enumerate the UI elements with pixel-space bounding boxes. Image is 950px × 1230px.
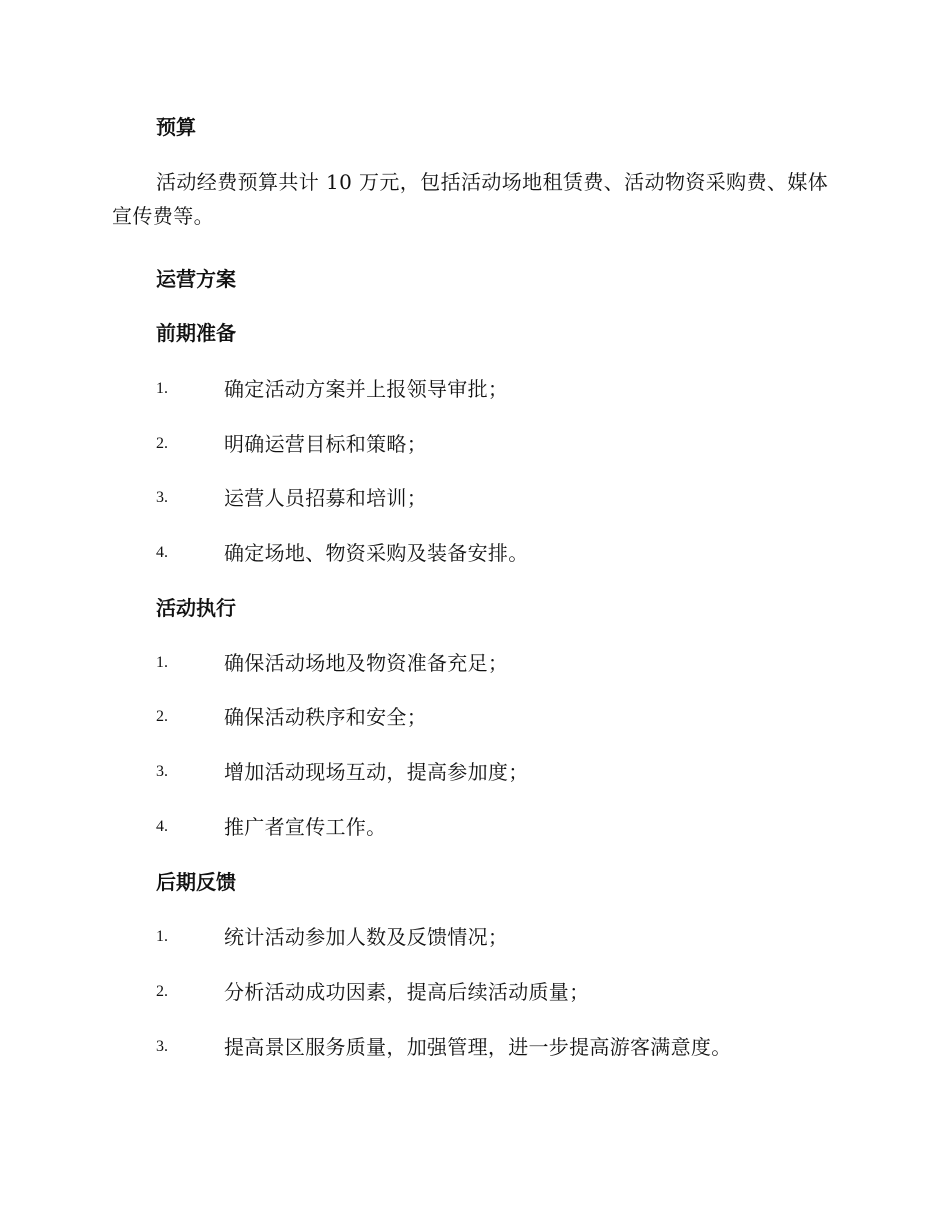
preparation-heading: 前期准备 xyxy=(156,321,236,345)
list-item-text: 确定场地、物资采购及装备安排。 xyxy=(224,541,529,565)
budget-heading: 预算 xyxy=(156,115,196,139)
list-item-text: 明确运营目标和策略； xyxy=(224,432,427,456)
list-item-text: 确保活动场地及物资准备充足； xyxy=(224,651,509,675)
list-item-number: 1. xyxy=(156,928,168,945)
feedback-heading: 后期反馈 xyxy=(156,870,236,894)
list-item-number: 4. xyxy=(156,818,168,835)
operations-heading: 运营方案 xyxy=(156,267,236,291)
budget-paragraph: 活动经费预算共计 10 万元，包括活动场地租赁费、活动物资采购费、媒体宣传费等。 xyxy=(112,170,829,228)
list-item-number: 3. xyxy=(156,489,168,506)
list-item-text: 统计活动参加人数及反馈情况； xyxy=(224,925,509,949)
list-item-number: 1. xyxy=(156,654,168,671)
list-item-text: 增加活动现场互动，提高参加度； xyxy=(224,760,529,784)
list-item-text: 确定活动方案并上报领导审批； xyxy=(224,377,509,401)
list-item-text: 提高景区服务质量，加强管理，进一步提高游客满意度。 xyxy=(224,1035,732,1059)
list-item-number: 4. xyxy=(156,544,168,561)
list-item-number: 3. xyxy=(156,1038,168,1055)
list-item-text: 分析活动成功因素，提高后续活动质量； xyxy=(224,980,590,1004)
list-item-text: 运营人员招募和培训； xyxy=(224,486,427,510)
list-item-number: 1. xyxy=(156,380,168,397)
execution-heading: 活动执行 xyxy=(156,596,236,620)
list-item-text: 推广者宣传工作。 xyxy=(224,815,387,839)
list-item-number: 2. xyxy=(156,983,168,1000)
list-item-number: 2. xyxy=(156,708,168,725)
list-item-number: 3. xyxy=(156,763,168,780)
list-item-text: 确保活动秩序和安全； xyxy=(224,705,427,729)
list-item-number: 2. xyxy=(156,435,168,452)
